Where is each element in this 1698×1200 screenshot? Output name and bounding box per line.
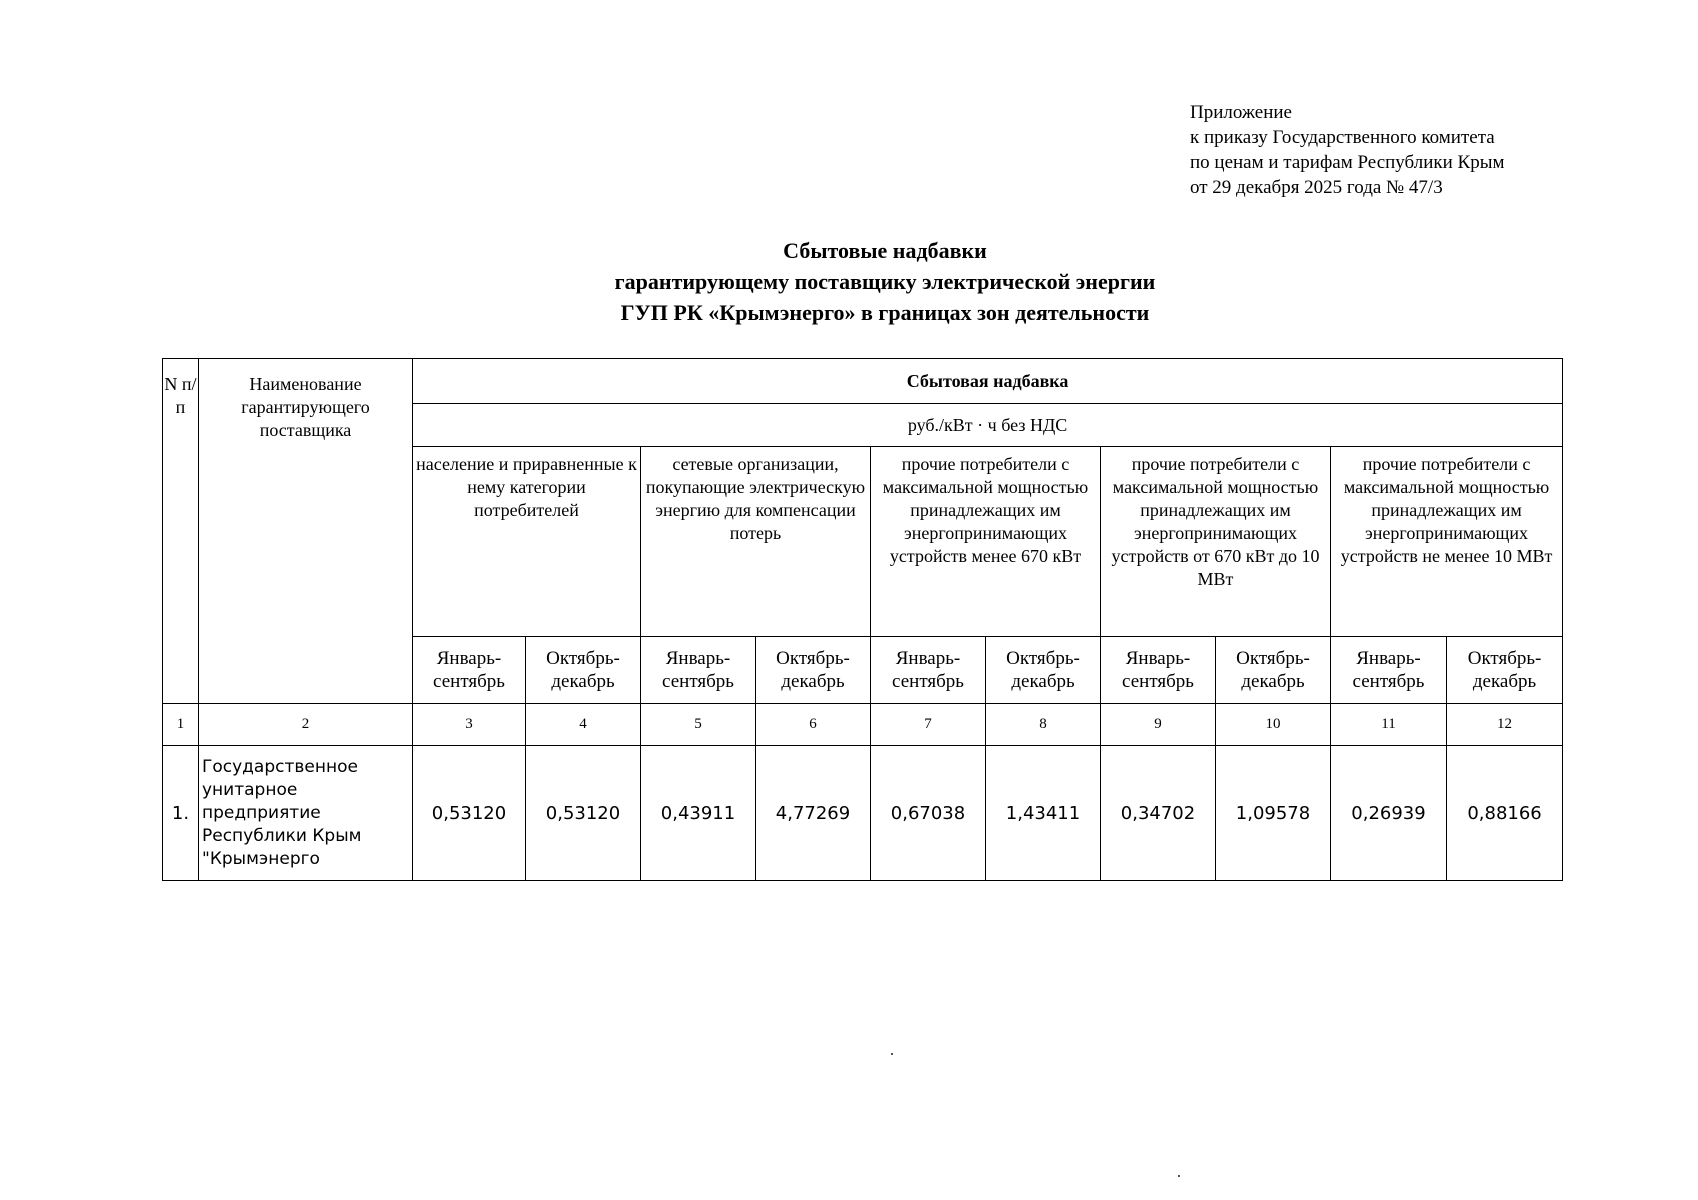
appendix-line: от 29 декабря 2025 года № 47/3 (1190, 177, 1443, 198)
period-header: Январь-сентябрь (1331, 637, 1447, 704)
appendix-line: к приказу Государственного комитета (1190, 127, 1495, 148)
value-cell: 1,43411 (986, 746, 1101, 881)
row-number: 1. (163, 746, 199, 881)
appendix-block (1190, 100, 1505, 200)
period-header: Январь-сентябрь (413, 637, 526, 704)
period-header: Октябрь-декабрь (1216, 637, 1331, 704)
period-header: Январь-сентябрь (871, 637, 986, 704)
period-header: Январь-сентябрь (641, 637, 756, 704)
category-header: население и приравненные к нему категории потребителей (413, 447, 641, 637)
markup-table (162, 358, 1563, 881)
period-header: Октябрь-декабрь (986, 637, 1101, 704)
table-row (163, 746, 1563, 881)
column-number: 6 (756, 704, 871, 746)
column-number: 4 (526, 704, 641, 746)
column-number: 7 (871, 704, 986, 746)
header-unit: руб./кВт · ч без НДС (413, 404, 1563, 447)
header-group: Сбытовая надбавка (413, 359, 1563, 404)
appendix-line: по ценам и тарифам Республики Крым (1190, 152, 1505, 173)
column-number: 12 (1447, 704, 1563, 746)
period-header: Октябрь-декабрь (756, 637, 871, 704)
supplier-name: Государственное унитарное предприятие Республики Крым "Крымэнерго (199, 746, 413, 881)
category-header: прочие потребители с максимальной мощностью принадлежащих им энергопринимающих устройств от 670 кВт до 10 МВт (1101, 447, 1331, 637)
header-num: N п/ п (163, 359, 199, 704)
header-name: Наименование гарантирующего поставщика (199, 359, 413, 704)
category-header: прочие потребители с максимальной мощностью принадлежащих им энергопринимающих устройств менее 670 кВт (871, 447, 1101, 637)
value-cell: 1,09578 (1216, 746, 1331, 881)
column-number: 9 (1101, 704, 1216, 746)
period-header: Январь-сентябрь (1101, 637, 1216, 704)
title-line: гарантирующему поставщику электрической энергии (614, 269, 1156, 294)
category-header: сетевые организации, покупающие электрическую энергию для компенсации потерь (641, 447, 871, 637)
column-number: 10 (1216, 704, 1331, 746)
scan-speck (1178, 1175, 1180, 1177)
title-line: ГУП РК «Крымэнерго» в границах зон деятельности (620, 300, 1150, 325)
value-cell: 0,53120 (413, 746, 526, 881)
period-header: Октябрь-декабрь (1447, 637, 1563, 704)
value-cell: 0,26939 (1331, 746, 1447, 881)
period-header: Октябрь-декабрь (526, 637, 641, 704)
value-cell: 0,88166 (1447, 746, 1563, 881)
column-number: 3 (413, 704, 526, 746)
value-cell: 4,77269 (756, 746, 871, 881)
value-cell: 0,53120 (526, 746, 641, 881)
column-number: 1 (163, 704, 199, 746)
column-number: 8 (986, 704, 1101, 746)
appendix-line: Приложение (1190, 102, 1292, 123)
column-number: 2 (199, 704, 413, 746)
title-line: Сбытовые надбавки (783, 238, 987, 263)
category-header: прочие потребители с максимальной мощностью принадлежащих им энергопринимающих устройств не менее 10 МВт (1331, 447, 1563, 637)
value-cell: 0,67038 (871, 746, 986, 881)
value-cell: 0,43911 (641, 746, 756, 881)
column-number: 11 (1331, 704, 1447, 746)
column-number: 5 (641, 704, 756, 746)
document-title (0, 235, 1698, 328)
value-cell: 0,34702 (1101, 746, 1216, 881)
scan-speck (891, 1053, 893, 1055)
